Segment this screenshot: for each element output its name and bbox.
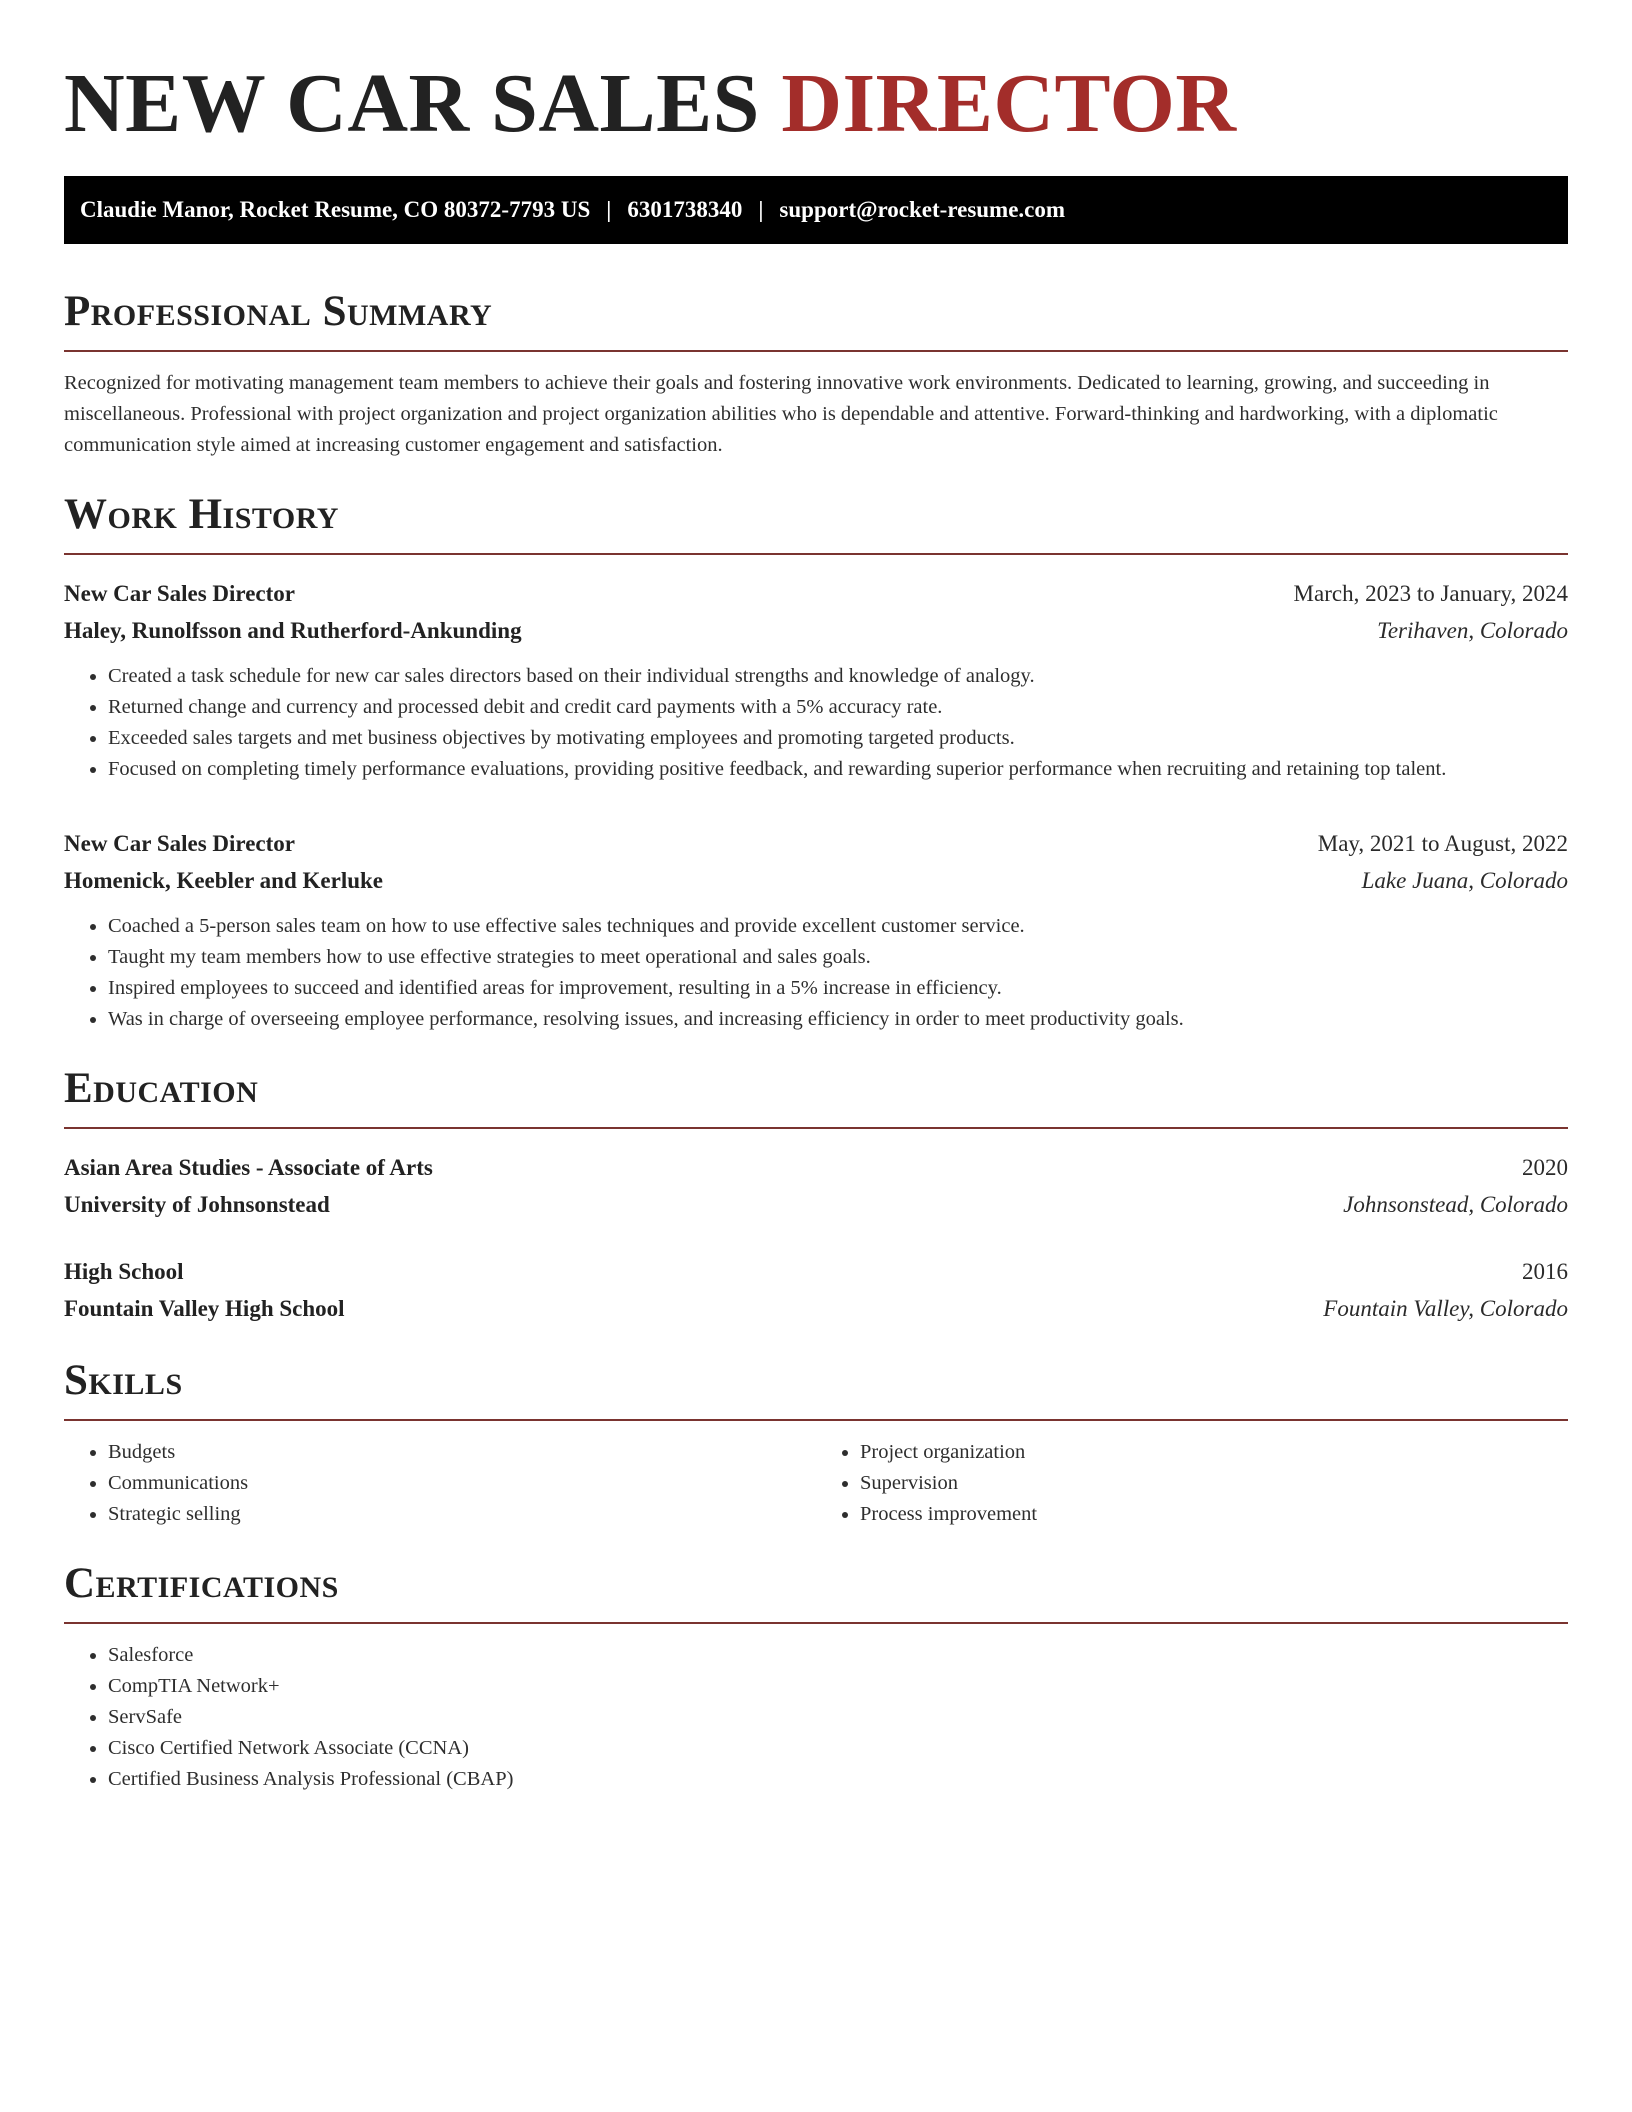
skills-grid <box>64 1437 1568 1530</box>
job-company: Homenick, Keebler and Kerluke <box>64 868 384 893</box>
list-item: • Inspired employees to succeed and identified areas for improvement, resulting in a 5% increase in efficiency. <box>108 973 1568 1004</box>
job-company: Haley, Runolfsson and Rutherford-Ankunding <box>64 618 522 643</box>
job-title: New Car Sales Director <box>64 831 295 856</box>
list-item: • Returned change and currency and processed debit and credit card payments with a 5% accuracy rate. <box>108 692 1568 723</box>
section-heading: Certifications <box>64 1558 1568 1624</box>
work-history-section <box>64 489 1568 1035</box>
education-location: Johnsonstead, Colorado <box>1343 1192 1568 1217</box>
skills-list-left <box>64 1437 816 1530</box>
contact-separator: | <box>758 197 764 222</box>
education-entry <box>64 1253 1568 1327</box>
skills-section <box>64 1355 1568 1530</box>
education-year: 2016 <box>1522 1259 1568 1284</box>
list-item: • Project organization <box>860 1437 1568 1468</box>
list-item: • Cisco Certified Network Associate (CCNA) <box>108 1733 1568 1764</box>
job-dates: March, 2023 to January, 2024 <box>1293 581 1568 606</box>
section-heading: Skills <box>64 1355 1568 1421</box>
summary-section <box>64 286 1568 461</box>
contact-bar <box>64 176 1568 244</box>
resume-page <box>64 56 1568 1795</box>
education-entry <box>64 1149 1568 1223</box>
section-heading: Work History <box>64 489 1568 555</box>
list-item: • Coached a 5-person sales team on how to use effective sales techniques and provide excellent customer service. <box>108 911 1568 942</box>
summary-text: Recognized for motivating management team members to achieve their goals and fostering innovative work environments. Dedicated to learning, growing, and succeeding in miscellaneous. Professional with project organization and project organization abilities who is dependable and attentive. Forward-thinking and hardworking, with a diplomatic communication style aimed at increasing customer engagement and satisfaction. <box>64 372 1498 456</box>
job-dates: May, 2021 to August, 2022 <box>1317 831 1568 856</box>
job-title: New Car Sales Director <box>64 581 295 606</box>
section-heading: Education <box>64 1063 1568 1129</box>
list-item: • Budgets <box>108 1437 816 1468</box>
contact-phone: 6301738340 <box>627 197 743 222</box>
list-item: • Communications <box>108 1468 816 1499</box>
job-location: Lake Juana, Colorado <box>1361 868 1568 893</box>
list-item: • Focused on completing timely performance evaluations, providing positive feedback, and rewarding superior performance when recruiting and retaining top talent. <box>108 754 1568 785</box>
skills-list-right <box>816 1437 1568 1530</box>
contact-address: Claudie Manor, Rocket Resume, CO 80372-7793 US <box>80 197 591 222</box>
list-item: • Taught my team members how to use effective strategies to meet operational and sales goals. <box>108 942 1568 973</box>
education-degree: Asian Area Studies - Associate of Arts <box>64 1155 433 1180</box>
list-item: • Certified Business Analysis Professional (CBAP) <box>108 1764 1568 1795</box>
title-accent: DIRECTOR <box>781 57 1237 150</box>
job-entry <box>64 825 1568 1035</box>
education-year: 2020 <box>1522 1155 1568 1180</box>
job-entry <box>64 575 1568 785</box>
list-item: • ServSafe <box>108 1702 1568 1733</box>
list-item: • Was in charge of overseeing employee performance, resolving issues, and increasing efficiency in order to meet productivity goals. <box>108 1004 1568 1035</box>
certifications-list <box>64 1640 1568 1795</box>
education-section <box>64 1063 1568 1327</box>
list-item: • Process improvement <box>860 1499 1568 1530</box>
education-school: Fountain Valley High School <box>64 1296 345 1321</box>
list-item: • Exceeded sales targets and met business objectives by motivating employees and promoting targeted products. <box>108 723 1568 754</box>
certifications-section <box>64 1558 1568 1795</box>
list-item: • CompTIA Network+ <box>108 1671 1568 1702</box>
job-bullets <box>64 661 1568 785</box>
section-heading: Professional Summary <box>64 286 1568 352</box>
job-location: Terihaven, Colorado <box>1377 618 1568 643</box>
list-item: • Salesforce <box>108 1640 1568 1671</box>
contact-email: support@rocket-resume.com <box>779 197 1066 222</box>
education-location: Fountain Valley, Colorado <box>1323 1296 1568 1321</box>
title-main: NEW CAR SALES <box>64 57 760 150</box>
education-school: University of Johnsonstead <box>64 1192 330 1217</box>
contact-separator: | <box>606 197 612 222</box>
list-item: • Created a task schedule for new car sales directors based on their individual strengths and knowledge of analogy. <box>108 661 1568 692</box>
education-degree: High School <box>64 1259 184 1284</box>
resume-title <box>64 56 1568 152</box>
job-bullets <box>64 911 1568 1035</box>
list-item: • Supervision <box>860 1468 1568 1499</box>
list-item: • Strategic selling <box>108 1499 816 1530</box>
